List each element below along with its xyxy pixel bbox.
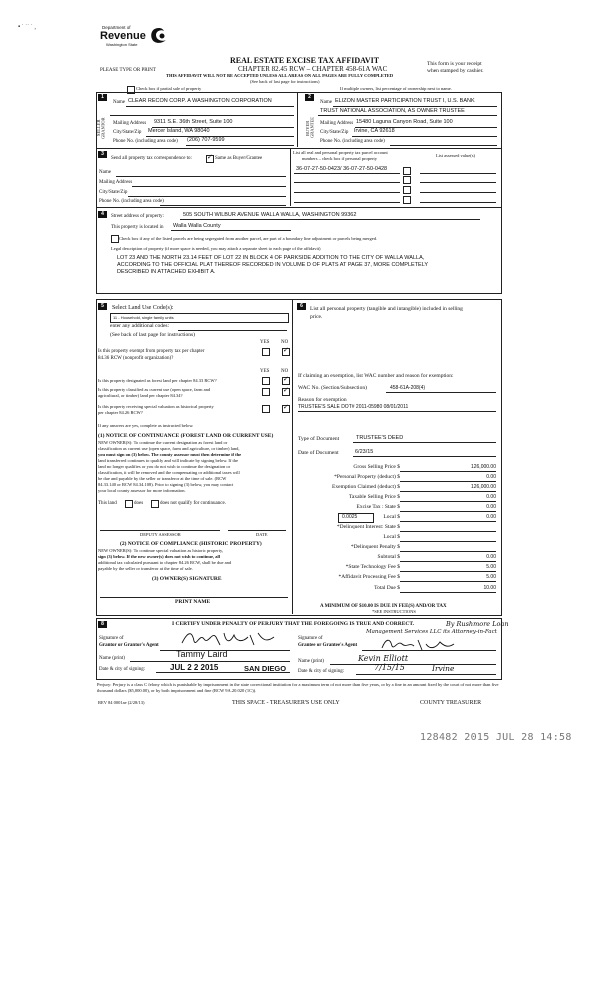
partial-sale-label: Check box if partial sale of property <box>136 86 202 91</box>
minimum-due-note: A MINIMUM OF $10.00 IS DUE IN FEE(S) AND/OR TAX <box>320 604 447 609</box>
exempt-q-2: 84.36 RCW (nonprofit organization)? <box>98 356 174 361</box>
assessed-header: List assessed value(s) <box>436 153 475 158</box>
section-8-marker: 8 <box>98 621 107 628</box>
doc-type[interactable]: TRUSTEE'S DEED <box>356 435 404 441</box>
deputy-date-label: DATE <box>256 532 268 537</box>
seller-name[interactable]: CLEAR RECON CORP. A WASHINGTON CORPORATION <box>128 98 272 104</box>
grantee-city[interactable]: Irvine <box>432 664 455 673</box>
state-tech-fee-label: *State Technology Fee $ <box>345 564 400 570</box>
street-address[interactable]: 505 SOUTH WILBUR AVENUE WALLA WALLA, WASHINGTON 99362 <box>183 212 357 218</box>
same-as-buyer-checkbox[interactable] <box>206 155 214 163</box>
dept-line3: Washington State <box>106 42 138 47</box>
total-due-label: Total Due $ <box>374 585 400 591</box>
exemption-claimed-value[interactable]: 126,000.00 <box>470 484 496 490</box>
forest-no-checkbox[interactable] <box>282 377 290 385</box>
section-4-marker: 4 <box>98 211 107 218</box>
seller-mailing[interactable]: 9311 S.E. 36th Street, Suite 100 <box>154 119 233 125</box>
segregated-checkbox[interactable] <box>111 235 119 243</box>
grantee-name[interactable]: Kevin Elliott <box>358 654 409 663</box>
form-title: REAL ESTATE EXCISE TAX AFFIDAVIT <box>230 56 380 65</box>
parcels-header-1: List all real and personal property tax parcel account <box>293 150 388 155</box>
certify-statement: I CERTIFY UNDER PENALTY OF PERJURY THAT THE FOREGOING IS TRUE AND CORRECT. <box>172 621 415 627</box>
dept-line1: Department of <box>102 25 131 30</box>
same-as-buyer-label: Same as Buyer/Grantee <box>215 156 263 161</box>
located-label: This property is located in <box>111 225 164 230</box>
wac-number[interactable]: 458-61A-208(4) <box>390 385 426 391</box>
gross-price-value[interactable]: 126,000.00 <box>470 464 496 470</box>
forest-q: Is this property designated as forest land per chapter 84.33 RCW? <box>98 378 217 383</box>
yes-header-1: YES <box>260 340 270 345</box>
parcel-1[interactable]: 36-07-27-50-0423/ 36-07-27-50-0428 <box>296 166 388 172</box>
street-label: Street address of property: <box>111 214 164 219</box>
does-label: does <box>134 501 144 506</box>
continuance-8: 84.33.140 or RCW 84.34.108). Prior to signing (3) below, you may contact <box>98 482 234 487</box>
revenue-logo <box>100 24 175 64</box>
grantee-hand-note-1: By Rushmore Loan <box>446 620 509 628</box>
legal-desc-3[interactable]: DESCRIBED IN ATTACHED EXHIBIT A. <box>117 269 216 275</box>
delinquent-interest-state-label: *Delinquent Interest: State $ <box>336 524 400 530</box>
does-qualify-checkbox[interactable] <box>125 500 133 508</box>
revenue-swirl-icon <box>148 26 170 46</box>
current-use-no-checkbox[interactable] <box>282 388 290 396</box>
parcel-4-personal-checkbox[interactable] <box>403 196 411 204</box>
subtotal-label: Subtotal $ <box>377 554 400 560</box>
subtotal-value[interactable]: 0.00 <box>486 554 496 560</box>
continuance-7: be due and payable by the seller or transferor at the time of sale. (RCW <box>98 476 227 481</box>
form-chapters: CHAPTER 82.45 RCW – CHAPTER 458-61A WAC <box>238 65 388 73</box>
historic-3: additional tax calculated pursuant to chapter 84.26 RCW, shall be due and <box>98 560 232 565</box>
see-back-note: (See back of last page for instructions) <box>250 79 320 84</box>
seller-side-label: SELLER GRANTOR <box>96 117 106 139</box>
exemption-claimed-label: Exemption Claimed (deduct) $ <box>332 484 400 490</box>
grantor-name-label: Name (print) <box>99 656 125 661</box>
yes-header-2: YES <box>260 369 270 374</box>
treasurer-use-only: THIS SPACE - TREASURER'S USE ONLY <box>232 700 340 706</box>
historic-q-1: Is this property receiving special valuation as historical property <box>98 404 214 409</box>
gross-price-label: Gross Selling Price $ <box>353 464 400 470</box>
located-county[interactable]: Walla Walla County <box>173 223 221 229</box>
seller-phone[interactable]: (206) 707-9599 <box>187 137 225 143</box>
taxable-price-value[interactable]: 0.00 <box>486 494 496 500</box>
land-use-code: 11 - Household, single family units <box>113 315 174 320</box>
delinquent-interest-local-label: Local $ <box>383 534 400 540</box>
grantee-hand-note-2: Management Services LLC its Attorney-in-Fact <box>366 629 497 635</box>
corr-name-label: Name <box>99 170 111 175</box>
land-use-label: Select Land Use Code(s): <box>112 305 174 311</box>
treasurer-stamp: 128482 2015 JUL 28 14:58 <box>420 732 572 743</box>
continuance-5: land no longer qualifies or you do not wish to continue the designation or <box>98 464 231 469</box>
receipt-note-2: when stamped by cashier. <box>427 68 484 74</box>
buyer-mailing-label: Mailing Address <box>320 121 354 126</box>
grantee-date[interactable]: 7/15/15 <box>374 663 405 672</box>
corr-phone-label: Phone No. (including area code) <box>99 199 164 204</box>
perjury-notice: Perjury: Perjury is a class C felony which is punishable by imprisonment in the state correctional institution for a maximum term of not more than five years, or by a fine in an amount fixed by the court of not more than five thousand dollars ($5,000.00), or by both imprisonment and fine (RCW 9A.20.020 (1C)). <box>97 682 499 694</box>
legal-desc-2[interactable]: ACCORDING TO THE OFFICIAL PLAT THEREOF RECORDED IN VOLUME D OF PLATS AT PAGE 37, MORE COMPLETELY <box>117 262 429 268</box>
grantor-sig-label-2: Grantor or Grantor's Agent <box>99 643 159 648</box>
continuance-title: (1) NOTICE OF CONTINUANCE (FOREST LAND OR CURRENT USE) <box>98 433 274 439</box>
current-use-q-2: agricultural, or timber) land per chapter 84.34? <box>98 393 183 398</box>
section-1-marker: 1 <box>98 94 107 101</box>
continuance-9: your local county assessor for more information. <box>98 488 186 493</box>
grantee-sig-label-1: Signature of <box>298 636 323 641</box>
buyer-side-label: BUYER GRANTEE <box>305 117 315 139</box>
does-not-qualify-checkbox[interactable] <box>151 500 159 508</box>
seller-name-label: Name <box>113 100 125 105</box>
excise-state-label: Excise Tax : State $ <box>356 504 400 510</box>
delinquent-penalty-label: *Delinquent Penalty $ <box>350 544 400 550</box>
buyer-name-2[interactable]: TRUST NATIONAL ASSOCIATION, AS OWNER TRUSTEE <box>320 108 465 114</box>
local-rate-box[interactable] <box>338 513 374 523</box>
does-not-label: does not qualify for continuance. <box>160 501 226 506</box>
forest-yes-checkbox[interactable] <box>262 377 270 385</box>
seller-mailing-label: Mailing Address <box>113 121 147 126</box>
parcel-2-personal-checkbox[interactable] <box>403 176 411 184</box>
historic-no-checkbox[interactable] <box>282 405 290 413</box>
owner-signature-label: (3) OWNER(S) SIGNATURE <box>152 576 222 582</box>
personal-property-deduct-label: *Personal Property (deduct) $ <box>334 474 400 480</box>
dept-line2: Revenue <box>100 30 146 42</box>
seller-phone-label: Phone No. (including area code) <box>113 139 178 144</box>
continuance-3: you must sign on (3) below. The county assessor must then determine if the <box>98 452 242 457</box>
seller-city[interactable]: Mercer Island, WA 98040 <box>148 128 210 134</box>
grantor-name[interactable]: Tammy Laird <box>176 649 228 659</box>
correspondence-label: Send all property tax correspondence to: <box>111 156 192 161</box>
see-instructions-note: *SEE INSTRUCTIONS <box>372 609 416 614</box>
section-3-marker: 3 <box>98 151 107 158</box>
local-rate: 0.0025 <box>342 514 358 520</box>
parcels-header-2: numbers – check box if personal property <box>302 156 377 161</box>
continuance-4: land transferred continues to qualify and will indicate by signing below. If the <box>98 458 239 463</box>
grantee-date-label: Date & city of signing: <box>298 669 345 674</box>
exemption-reason[interactable]: TRUSTEE'S SALE DOT# 2011-05980 08/01/2011 <box>298 404 409 410</box>
buyer-name-label: Name <box>320 100 332 105</box>
parcel-3-personal-checkbox[interactable] <box>403 186 411 194</box>
affidavit-fee-label: *Affidavit Processing Fee $ <box>338 574 400 580</box>
continuance-2: classification as current use (open space, farm and agriculture, or timber) land, <box>98 446 240 451</box>
this-land-label: This land <box>98 501 117 506</box>
continuance-6: classification, it will be removed and the compensating or additional taxes will <box>98 470 240 475</box>
segregated-label: Check box if any of the listed parcels are being segregated from another parcel, are part of a boundary line adjustment or parcels being merged. <box>119 236 378 241</box>
excise-local-label: Local $ <box>383 514 400 520</box>
exempt-q-1: Is this property exempt from property tax per chapter <box>98 349 205 354</box>
corr-city-label: City/State/Zip <box>99 190 128 195</box>
historic-q-2: per chapter 84.26 RCW? <box>98 410 143 415</box>
deputy-assessor-label: DEPUTY ASSESSOR <box>140 532 181 537</box>
corr-mailing-label: Mailing Address <box>99 180 133 185</box>
historic-2: sign (3) below. If the new owner(s) does not wish to continue, all <box>98 554 221 559</box>
no-header-1: NO <box>281 340 289 345</box>
historic-title: (2) NOTICE OF COMPLIANCE (HISTORIC PROPERTY) <box>120 541 262 547</box>
taxable-price-label: Taxable Selling Price $ <box>348 494 400 500</box>
grantor-city[interactable]: SAN DIEGO <box>244 664 287 673</box>
grantor-date[interactable]: JUL 2 2 2015 <box>170 663 219 672</box>
doc-date[interactable]: 6/23/15 <box>355 449 374 455</box>
grantor-signature[interactable] <box>178 627 278 649</box>
doc-date-label: Date of Document <box>298 450 339 456</box>
personal-property-deduct-value[interactable]: 0.00 <box>486 474 496 480</box>
total-due-value[interactable]: 10.00 <box>483 585 496 591</box>
seller-city-label: City/State/Zip <box>113 130 142 135</box>
grantee-sig-label-2: Grantee or Grantee's Agent <box>298 643 358 648</box>
personal-property-label-2: price. <box>310 314 323 320</box>
rev-code: REV 84 0001ae (2/28/13) <box>98 700 145 705</box>
section-5-marker: 5 <box>98 303 107 310</box>
grantor-date-label: Date & city of signing: <box>99 667 146 672</box>
multiple-owners-note: If multiple owners, list percentage of ownership next to name. <box>340 86 452 91</box>
exempt-no-checkbox[interactable] <box>282 348 290 356</box>
section-2-marker: 2 <box>305 94 314 101</box>
excise-state-value[interactable]: 0.00 <box>486 504 496 510</box>
historic-yes-checkbox[interactable] <box>262 405 270 413</box>
additional-codes-label: enter any additional codes: <box>110 323 170 329</box>
historic-1: NEW OWNER(S): To continue special valuation as historic property, <box>98 548 224 553</box>
buyer-mailing[interactable]: 15480 Laguna Canyon Road, Suite 100 <box>356 119 453 125</box>
affidavit-fee-value[interactable]: 5.00 <box>486 574 496 580</box>
legal-label: Legal description of property (if more space is needed, you may attach a separate sheet to each page of the affidavit) <box>111 246 321 251</box>
exempt-yes-checkbox[interactable] <box>262 348 270 356</box>
buyer-phone-label: Phone No. (including area code) <box>320 139 385 144</box>
reason-label: Reason for exemption <box>298 397 347 403</box>
historic-4: payable by the seller or transferor at the time of sale. <box>98 566 193 571</box>
not-accepted-note: THIS AFFIDAVIT WILL NOT BE ACCEPTED UNLESS ALL AREAS ON ALL PAGES ARE FULLY COMPLETED <box>166 73 394 78</box>
land-use-see-back: (See back of last page for instructions) <box>110 332 195 338</box>
receipt-note-1: This form is your receipt <box>427 61 482 67</box>
personal-property-label-1: List all personal property (tangible and intangible) included in selling <box>310 306 463 312</box>
buyer-city[interactable]: Irvine, CA 92618 <box>354 128 395 134</box>
print-note: PLEASE TYPE OR PRINT <box>100 68 156 73</box>
buyer-name-1[interactable]: ELIZON MASTER PARTICIPATION TRUST I, U.S. BANK <box>335 98 475 104</box>
continuance-1: NEW OWNER(S): To continue the current designation as forest land or <box>98 440 228 445</box>
grantor-sig-label-1: Signature of <box>99 636 124 641</box>
state-tech-fee-value[interactable]: 5.00 <box>486 564 496 570</box>
exemption-claim-label: If claiming an exemption, list WAC number and reason for exemption: <box>298 373 454 379</box>
excise-local-value[interactable]: 0.00 <box>486 514 496 520</box>
if-yes-note: If any answers are yes, complete as instructed below. <box>98 423 194 428</box>
wac-label: WAC No. (Section/Subsection) <box>298 385 367 391</box>
buyer-city-label: City/State/Zip <box>320 130 349 135</box>
legal-desc-1[interactable]: LOT 23 AND THE NORTH 23.14 FEET OF LOT 22 IN BLOCK 4 OF PARKSIDE ADDITION TO THE CITY OF WALLA WALLA, <box>117 255 425 261</box>
county-treasurer: COUNTY TREASURER <box>420 700 482 706</box>
current-use-yes-checkbox[interactable] <box>262 388 270 396</box>
current-use-q-1: Is this property classified as current use (open space, farm and <box>98 387 211 392</box>
scan-marks: ▪ ˙ ˙˙ ˙ ¸ <box>18 24 37 30</box>
print-name-label: PRINT NAME <box>175 599 211 605</box>
parcel-1-personal-checkbox[interactable] <box>403 167 411 175</box>
no-header-2: NO <box>281 369 289 374</box>
land-use-code-select[interactable] <box>110 313 289 323</box>
grantee-name-label: Name (print) <box>298 659 324 664</box>
section-6-marker: 6 <box>297 303 306 310</box>
doc-type-label: Type of Document <box>298 436 340 442</box>
